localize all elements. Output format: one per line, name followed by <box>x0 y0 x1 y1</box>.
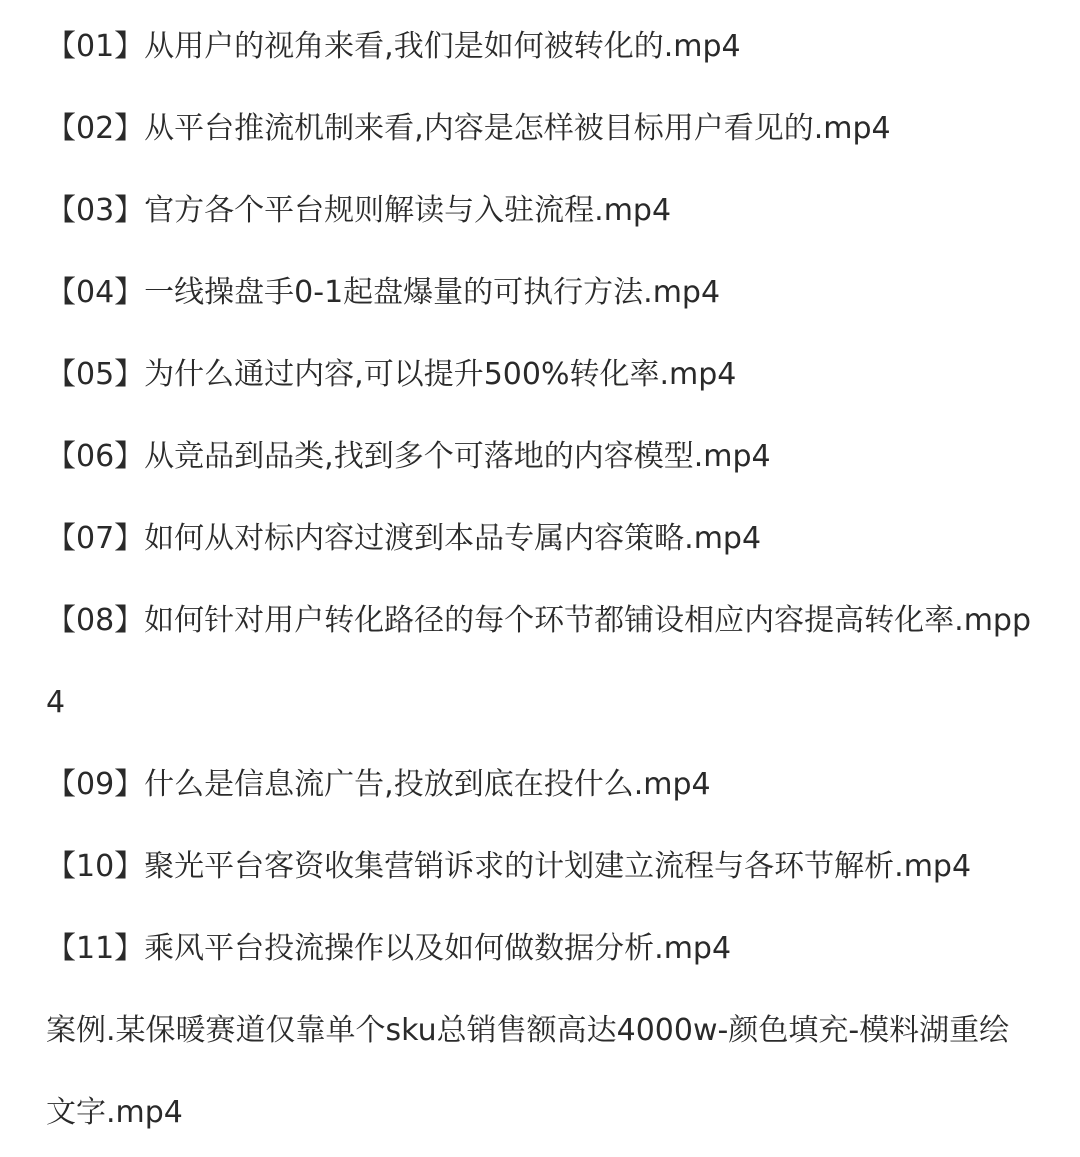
list-item: 【07】如何从对标内容过渡到本品专属内容策略.mp4 <box>46 521 762 556</box>
list-item: 【11】乘风平台投流操作以及如何做数据分析.mp4 <box>46 931 732 966</box>
list-item: 案例.某保暖赛道仅靠单个sku总销售额高达4000w-颜色填充-模料湖重绘 <box>46 1013 1010 1048</box>
list-item: 【03】官方各个平台规则解读与入驻流程.mp4 <box>46 193 672 228</box>
list-item: 【04】一线操盘手0-1起盘爆量的可执行方法.mp4 <box>46 275 721 310</box>
list-item: 【01】从用户的视角来看,我们是如何被转化的.mp4 <box>46 29 741 64</box>
list-item: 【02】从平台推流机制来看,内容是怎样被目标用户看见的.mp4 <box>46 111 891 146</box>
list-item-continuation: 4 <box>46 685 66 720</box>
list-item: 【06】从竞品到品类,找到多个可落地的内容模型.mp4 <box>46 439 771 474</box>
list-item-continuation: 文字.mp4 <box>46 1095 183 1130</box>
list-item: 【08】如何针对用户转化路径的每个环节都铺设相应内容提高转化率.mpp <box>46 603 1032 638</box>
list-item: 【10】聚光平台客资收集营销诉求的计划建立流程与各环节解析.mp4 <box>46 849 972 884</box>
list-item: 【09】什么是信息流广告,投放到底在投什么.mp4 <box>46 767 711 802</box>
list-item: 【05】为什么通过内容,可以提升500%转化率.mp4 <box>46 357 737 392</box>
